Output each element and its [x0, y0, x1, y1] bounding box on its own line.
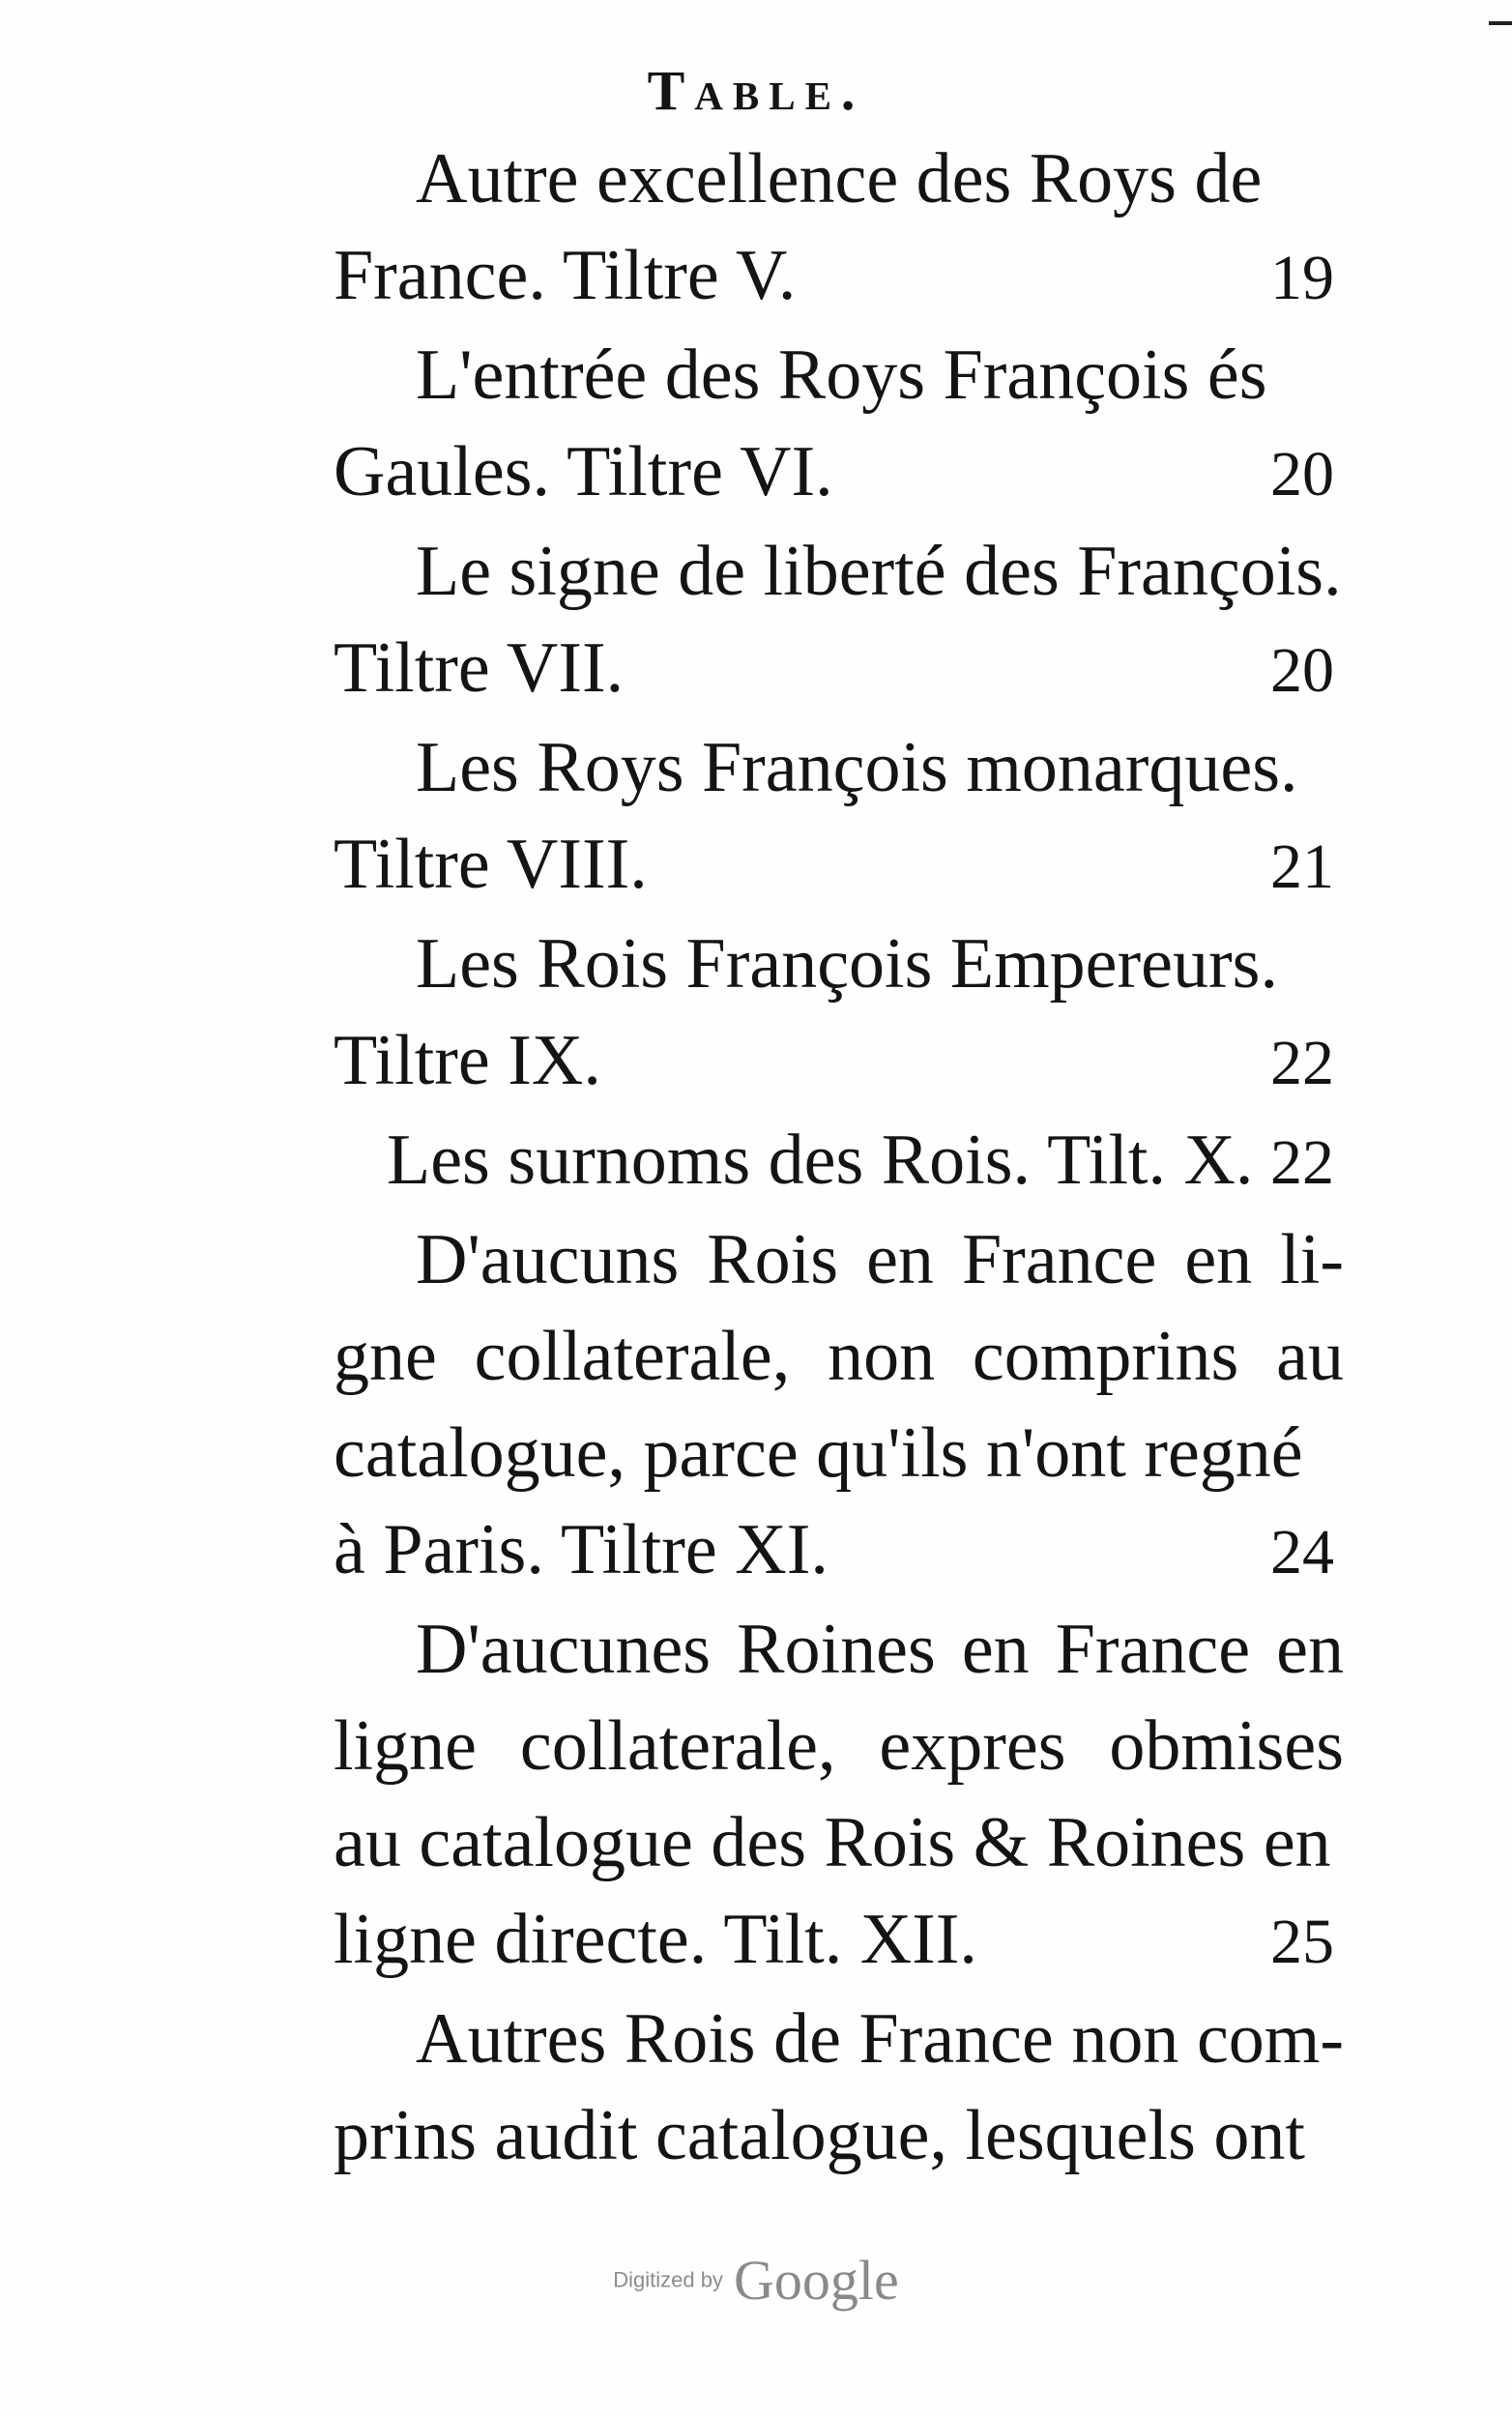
- page-number: 21: [1270, 831, 1334, 902]
- entry-last-line: [334, 1891, 1344, 1991]
- entry-last-line: [334, 423, 1344, 523]
- entry-last-line: [334, 1112, 1344, 1211]
- toc-entry: [334, 523, 1344, 719]
- entry-text: Les Roys François monarques.: [416, 728, 1298, 807]
- entry-text: D'aucunes Roines en France en ligne collaterale, expres obmises au catalogue des Rois & Roines en: [334, 1610, 1344, 1882]
- entry-text: Autre excellence des Roys de: [416, 139, 1263, 218]
- page-number: 19: [1270, 243, 1334, 313]
- toc-entry: [334, 1991, 1344, 2184]
- entry-text-end: ligne directe. Tilt. XII.: [334, 1900, 977, 1979]
- entry-text: Les Rois François Empereurs.: [416, 924, 1278, 1004]
- page-number: 20: [1270, 439, 1334, 510]
- entry-text: Autres Rois de France non com-prins audit catalogue, lesquels ont: [334, 1999, 1344, 2175]
- page-number: 22: [1270, 1028, 1334, 1098]
- entry-text-end: Tiltre VII.: [334, 628, 625, 708]
- toc-entry: [334, 131, 1344, 327]
- entry-text: D'aucuns Rois en France en li-gne collaterale, non comprins au catalogue, parce qu'ils n'ont regné: [334, 1220, 1344, 1493]
- watermark-prefix: Digitized by: [613, 2267, 723, 2292]
- entry-last-line: [334, 1012, 1344, 1112]
- entry-text-end: Tiltre IX.: [334, 1021, 601, 1100]
- toc-entry: [334, 916, 1344, 1112]
- page-header: Table.: [647, 59, 865, 122]
- page-number: 20: [1270, 635, 1334, 706]
- page-number: 25: [1270, 1907, 1334, 1977]
- toc-entry: [334, 719, 1344, 916]
- toc-entry: [334, 1211, 1344, 1601]
- digitization-watermark: [0, 2248, 1512, 2313]
- entry-text: L'entrée des Roys François és: [416, 335, 1267, 415]
- entry-last-line: [334, 620, 1344, 719]
- toc-entry: [334, 1601, 1344, 1991]
- toc-entry: [334, 327, 1344, 523]
- entry-text-end: Les surnoms des Rois. Tilt. X.: [387, 1121, 1254, 1200]
- entry-text-end: Tiltre VIII.: [334, 825, 648, 904]
- page-number: 22: [1270, 1127, 1334, 1198]
- table-of-contents: [334, 131, 1344, 2184]
- entry-text-end: France. Tiltre V.: [334, 236, 797, 315]
- entry-last-line: [334, 816, 1344, 916]
- entry-text: Le signe de liberté des François.: [416, 532, 1342, 611]
- google-logo: Google: [734, 2249, 899, 2312]
- entry-text-end: Gaules. Tiltre VI.: [334, 432, 833, 511]
- page-number: 24: [1270, 1517, 1334, 1587]
- scan-edge-mark: [1489, 21, 1512, 25]
- entry-last-line: [334, 227, 1344, 327]
- entry-last-line: [334, 1501, 1344, 1601]
- entry-text-end: à Paris. Tiltre XI.: [334, 1510, 829, 1589]
- toc-entry: [334, 1112, 1344, 1211]
